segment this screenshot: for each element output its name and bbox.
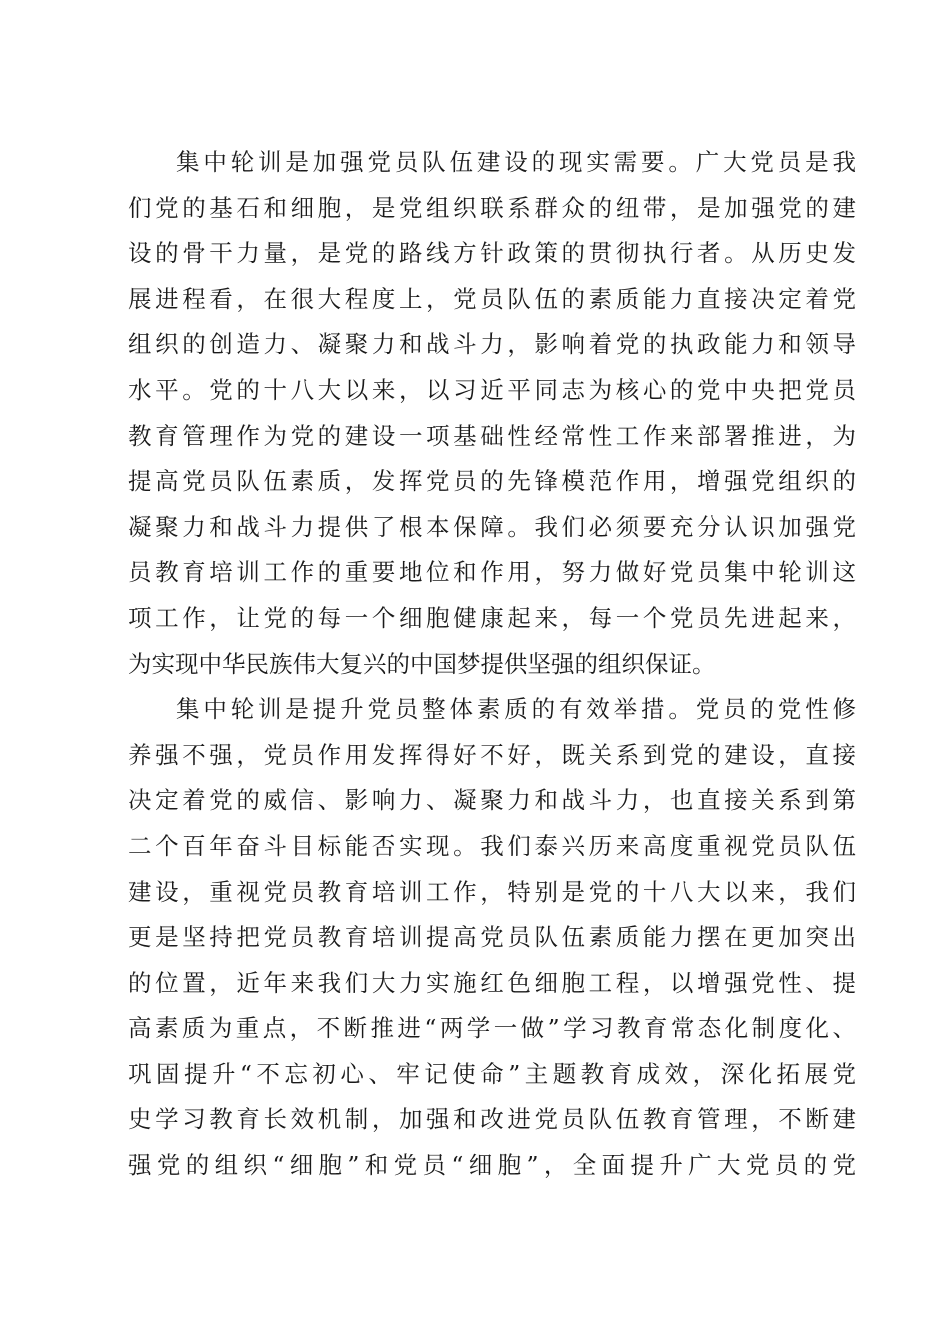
paragraph-1-line-4: 展进程看，在很大程度上，党员队伍的素质能力直接决定着党 bbox=[128, 284, 856, 313]
paragraph-2-line-6: 更是坚持把党员教育培训提高党员队伍素质能力摆在更加突出 bbox=[128, 923, 856, 952]
paragraph-1-line-11: 项工作，让党的每一个细胞健康起来，每一个党员先进起来， bbox=[128, 603, 856, 632]
paragraph-1-line-3: 设的骨干力量，是党的路线方针政策的贯彻执行者。从历史发 bbox=[128, 239, 856, 268]
paragraph-2-line-2: 养强不强，党员作用发挥得好不好，既关系到党的建设，直接 bbox=[128, 740, 856, 769]
paragraph-1-line-10: 员教育培训工作的重要地位和作用，努力做好党员集中轮训这 bbox=[128, 558, 856, 587]
paragraph-2-line-8: 高素质为重点，不断推进“两学一做”学习教育常态化制度化、 bbox=[128, 1014, 856, 1043]
paragraph-1-line-5: 组织的创造力、凝聚力和战斗力，影响着党的执政能力和领导 bbox=[128, 330, 856, 359]
paragraph-2-line-7: 的位置，近年来我们大力实施红色细胞工程，以增强党性、提 bbox=[128, 968, 856, 997]
paragraph-1-line-6: 水平。党的十八大以来，以习近平同志为核心的党中央把党员 bbox=[128, 375, 856, 404]
paragraph-1-line-2: 们党的基石和细胞，是党组织联系群众的纽带，是加强党的建 bbox=[128, 193, 856, 222]
paragraph-2-line-9: 巩固提升“不忘初心、牢记使命”主题教育成效，深化拓展党 bbox=[128, 1059, 856, 1088]
body-text bbox=[128, 140, 856, 1189]
paragraph-2-line-5: 建设，重视党员教育培训工作，特别是党的十八大以来，我们 bbox=[128, 877, 856, 906]
paragraph-2-line-10: 史学习教育长效机制，加强和改进党员队伍教育管理，不断建 bbox=[128, 1105, 856, 1134]
paragraph-2-line-3: 决定着党的威信、影响力、凝聚力和战斗力，也直接关系到第 bbox=[128, 786, 856, 815]
paragraph-1-line-12: 为实现中华民族伟大复兴的中国梦提供坚强的组织保证。 bbox=[128, 649, 716, 678]
paragraph-2-line-4: 二个百年奋斗目标能否实现。我们泰兴历来高度重视党员队伍 bbox=[128, 831, 856, 860]
paragraph-2-line-11: 强党的组织“细胞”和党员“细胞”，全面提升广大党员的党 bbox=[128, 1151, 856, 1180]
paragraph-1-line-9: 凝聚力和战斗力提供了根本保障。我们必须要充分认识加强党 bbox=[128, 512, 856, 541]
paragraph-1-line-8: 提高党员队伍素质，发挥党员的先锋模范作用，增强党组织的 bbox=[128, 467, 856, 496]
paragraph-1-line-7: 教育管理作为党的建设一项基础性经常性工作来部署推进，为 bbox=[128, 421, 856, 450]
paragraph-1-line-1: 集中轮训是加强党员队伍建设的现实需要。广大党员是我 bbox=[176, 148, 856, 176]
paragraph-2-line-1: 集中轮训是提升党员整体素质的有效举措。党员的党性修 bbox=[176, 695, 856, 724]
